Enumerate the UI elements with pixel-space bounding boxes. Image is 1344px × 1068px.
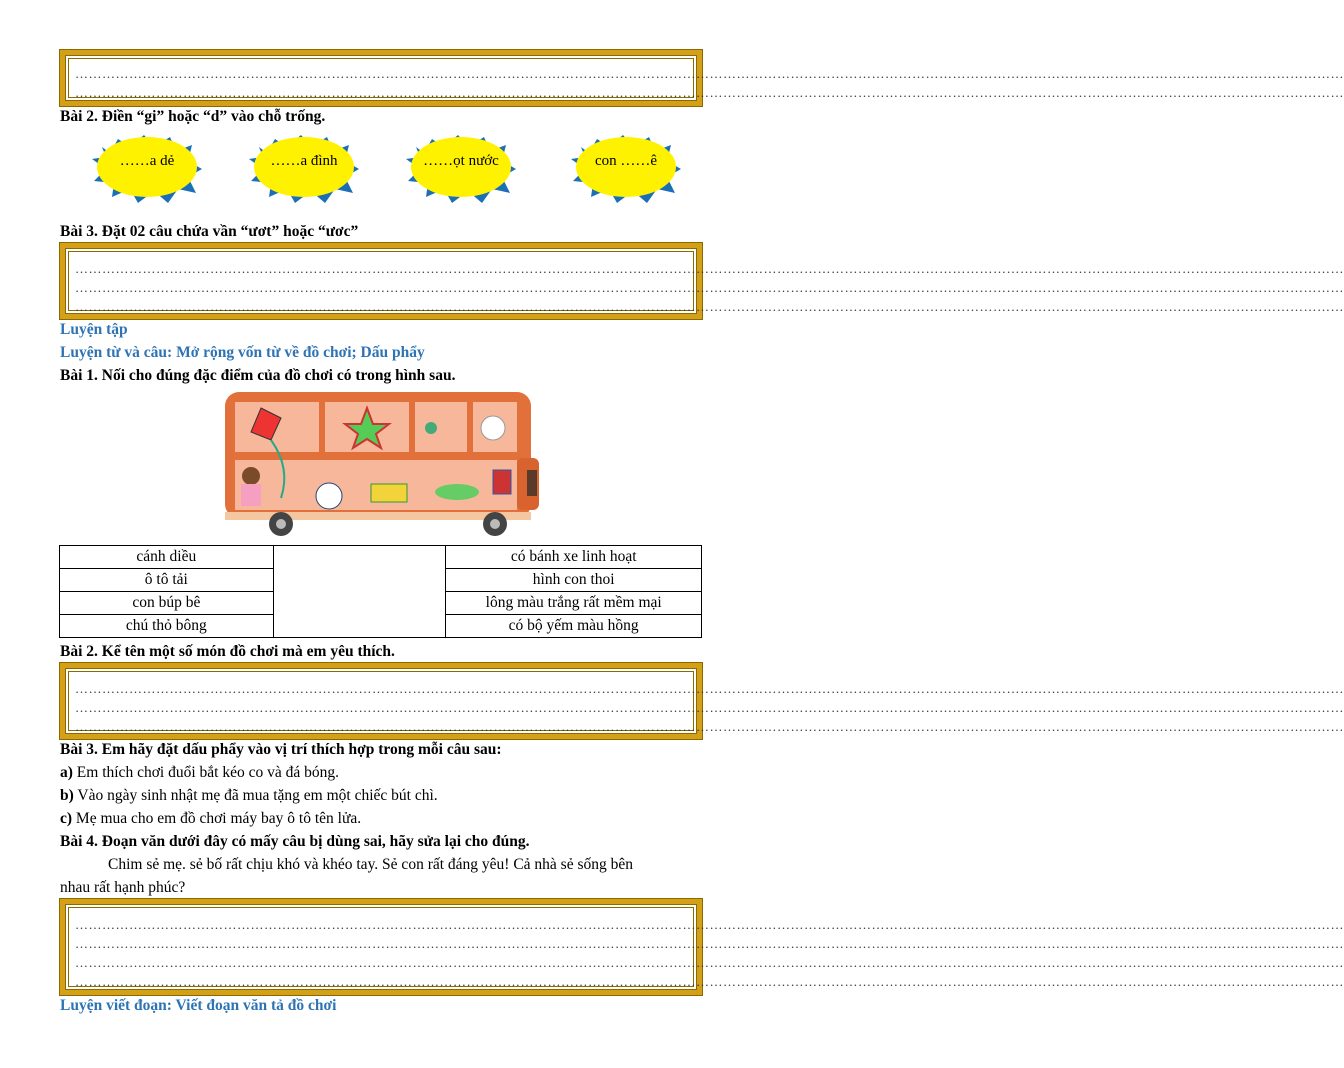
dotted-line: …………………………………………………………………………………………………………………………………………………………………………………………………………………………………………………………: [75, 700, 1344, 715]
dotted-line: …………………………………………………………………………………………………………………………………………………………………………………………………………………………………………………………: [75, 85, 1344, 100]
answer-box-top[interactable]: [60, 50, 1344, 106]
item-label: b): [60, 787, 74, 804]
dotted-line: …………………………………………………………………………………………………………………………………………………………………………………………………………………………………………………………: [75, 261, 1344, 276]
fill-cloud-2[interactable]: [245, 125, 363, 207]
comma-item-a: [60, 764, 339, 782]
answer-box-bai3[interactable]: [60, 243, 1344, 319]
bai2-list-heading: Bài 2. Kể tên một số món đồ chơi mà em yêu thích.: [60, 643, 395, 660]
dotted-line: …………………………………………………………………………………………………………………………………………………………………………………………………………………………………………………………: [75, 66, 1344, 81]
dotted-line: …………………………………………………………………………………………………………………………………………………………………………………………………………………………………………………………: [75, 917, 1344, 932]
cloud-text: ……a đình: [270, 153, 338, 169]
section-title: Luyện tập: [60, 321, 128, 338]
bai4-paragraph-line1: Chim sẻ mẹ. sẻ bố rất chịu khó và khéo tay. Sẻ con rất đáng yêu! Cả nhà sẻ sống bên: [108, 856, 634, 873]
section-subtitle: Luyện từ và câu: Mở rộng vốn từ về đồ chơi; Dấu phẩy: [60, 344, 425, 361]
cloud-text: ……ọt nước: [423, 153, 499, 169]
bai3-sentence-heading: Bài 3. Đặt 02 câu chứa vần “ươt” hoặc “ươc”: [60, 223, 359, 240]
item-text: Em thích chơi đuổi bắt kéo co và đá bóng.: [72, 764, 339, 781]
feature-cell[interactable]: hình con thoi: [446, 569, 702, 592]
fill-cloud-1[interactable]: [88, 125, 206, 207]
comma-item-c: [60, 810, 361, 828]
bai1-heading: Bài 1. Nối cho đúng đặc điểm của đồ chơi có trong hình sau.: [60, 367, 456, 384]
dotted-line: …………………………………………………………………………………………………………………………………………………………………………………………………………………………………………………………: [75, 955, 1344, 970]
cloud-text: con ……ê: [594, 153, 658, 169]
toy-name-cell[interactable]: con búp bê: [60, 592, 274, 615]
matching-table: [59, 545, 702, 638]
dotted-line: …………………………………………………………………………………………………………………………………………………………………………………………………………………………………………………………: [75, 719, 1344, 734]
table-row: [60, 546, 702, 569]
fill-cloud-3[interactable]: [402, 125, 520, 207]
writing-section-title: Luyện viết đoạn: Viết đoạn văn tả đồ chơi: [60, 997, 337, 1014]
bai4-heading: Bài 4. Đoạn văn dưới đây có mấy câu bị dùng sai, hãy sửa lại cho đúng.: [60, 833, 530, 850]
bai3-comma-heading: Bài 3. Em hãy đặt dấu phẩy vào vị trí thích hợp trong mỗi câu sau:: [60, 741, 502, 758]
feature-cell[interactable]: có bánh xe linh hoạt: [446, 546, 702, 569]
feature-cell[interactable]: có bộ yếm màu hồng: [446, 615, 702, 638]
toy-bus-illustration: [221, 388, 541, 540]
cloud-text: ……a dẻ: [119, 153, 175, 169]
feature-cell[interactable]: lông màu trắng rất mềm mại: [446, 592, 702, 615]
toy-name-cell[interactable]: ô tô tải: [60, 569, 274, 592]
comma-item-b: [60, 787, 438, 805]
answer-box-bai4[interactable]: [60, 899, 1344, 995]
item-label: a): [60, 764, 73, 781]
dotted-line: …………………………………………………………………………………………………………………………………………………………………………………………………………………………………………………………: [75, 974, 1344, 989]
dotted-line: …………………………………………………………………………………………………………………………………………………………………………………………………………………………………………………………: [75, 299, 1344, 314]
fill-cloud-4[interactable]: [567, 125, 685, 207]
item-text: Mẹ mua cho em đồ chơi máy bay ô tô tên lửa.: [72, 810, 362, 827]
toy-name-cell[interactable]: cánh diều: [60, 546, 274, 569]
answer-box-bai2[interactable]: [60, 663, 1344, 739]
bai2-fill-heading: Bài 2. Điền “gi” hoặc “d” vào chỗ trống.: [60, 108, 326, 125]
connect-area[interactable]: [273, 546, 446, 638]
dotted-line: …………………………………………………………………………………………………………………………………………………………………………………………………………………………………………………………: [75, 936, 1344, 951]
toy-name-cell[interactable]: chú thỏ bông: [60, 615, 274, 638]
dotted-line: …………………………………………………………………………………………………………………………………………………………………………………………………………………………………………………………: [75, 681, 1344, 696]
item-label: c): [60, 810, 73, 827]
dotted-line: …………………………………………………………………………………………………………………………………………………………………………………………………………………………………………………………: [75, 280, 1344, 295]
bai4-paragraph-line2: nhau rất hạnh phúc?: [60, 879, 186, 896]
item-text: Vào ngày sinh nhật mẹ đã mua tặng em một chiếc bút chì.: [73, 787, 438, 804]
